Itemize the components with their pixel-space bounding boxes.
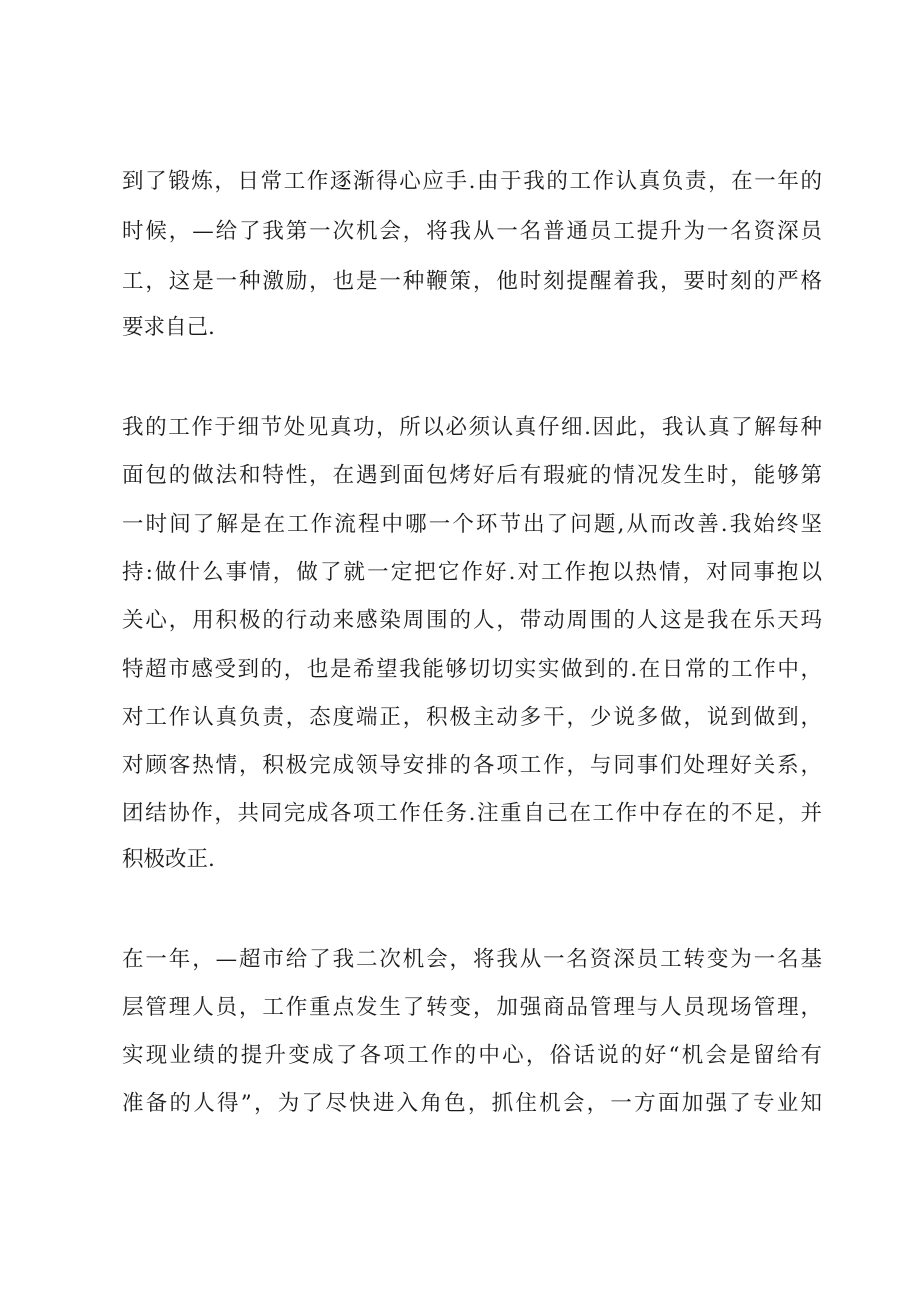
- paragraph-2-line-4: 持:做什么事情，做了就一定把它作好.对工作抱以热情，对同事抱以: [122, 560, 822, 585]
- paragraph-2-line-1: 我的工作于细节处见真功，所以必须认真仔细.因此，我认真了解每种: [122, 415, 822, 440]
- paragraph-1-line-4: 要求自己.: [122, 315, 215, 340]
- paragraph-2-line-5: 关心，用积极的行动来感染周围的人，带动周围的人这是我在乐天玛: [122, 608, 822, 633]
- paragraph-1-line-3: 工，这是一种激励，也是一种鞭策，他时刻提醒着我，要时刻的严格: [122, 269, 822, 294]
- paragraph-2-line-2: 面包的做法和特性，在遇到面包烤好后有瑕疵的情况发生时，能够第: [122, 463, 822, 488]
- paragraph-3-line-3: 实现业绩的提升变成了各项工作的中心，俗话说的好“机会是留给有: [122, 1043, 822, 1068]
- paragraph-2-line-10: 积极改正.: [122, 847, 215, 872]
- paragraph-3-line-2: 层管理人员，工作重点发生了转变，加强商品管理与人员现场管理，: [122, 995, 822, 1020]
- paragraph-2-line-3: 一时间了解是在工作流程中哪一个环节出了问题,从而改善.我始终坚: [122, 512, 822, 537]
- paragraph-2-line-9: 团结协作，共同完成各项工作任务.注重自己在工作中存在的不足，并: [122, 801, 822, 826]
- paragraph-3-line-1: 在一年，—超市给了我二次机会，将我从一名资深员工转变为一名基: [122, 947, 822, 972]
- paragraph-2-line-8: 对顾客热情，积极完成领导安排的各项工作，与同事们处理好关系，: [122, 753, 822, 778]
- paragraph-1-line-2: 时候，—给了我第一次机会，将我从一名普通员工提升为一名资深员: [122, 219, 822, 244]
- paragraph-3-line-4: 准备的人得”，为了尽快进入角色，抓住机会，一方面加强了专业知: [122, 1091, 822, 1116]
- paragraph-2-line-6: 特超市感受到的，也是希望我能够切切实实做到的.在日常的工作中，: [122, 657, 822, 682]
- paragraph-1-line-1: 到了锻炼，日常工作逐渐得心应手.由于我的工作认真负责，在一年的: [122, 169, 822, 194]
- paragraph-2-line-7: 对工作认真负责，态度端正，积极主动多干，少说多做，说到做到，: [122, 705, 822, 730]
